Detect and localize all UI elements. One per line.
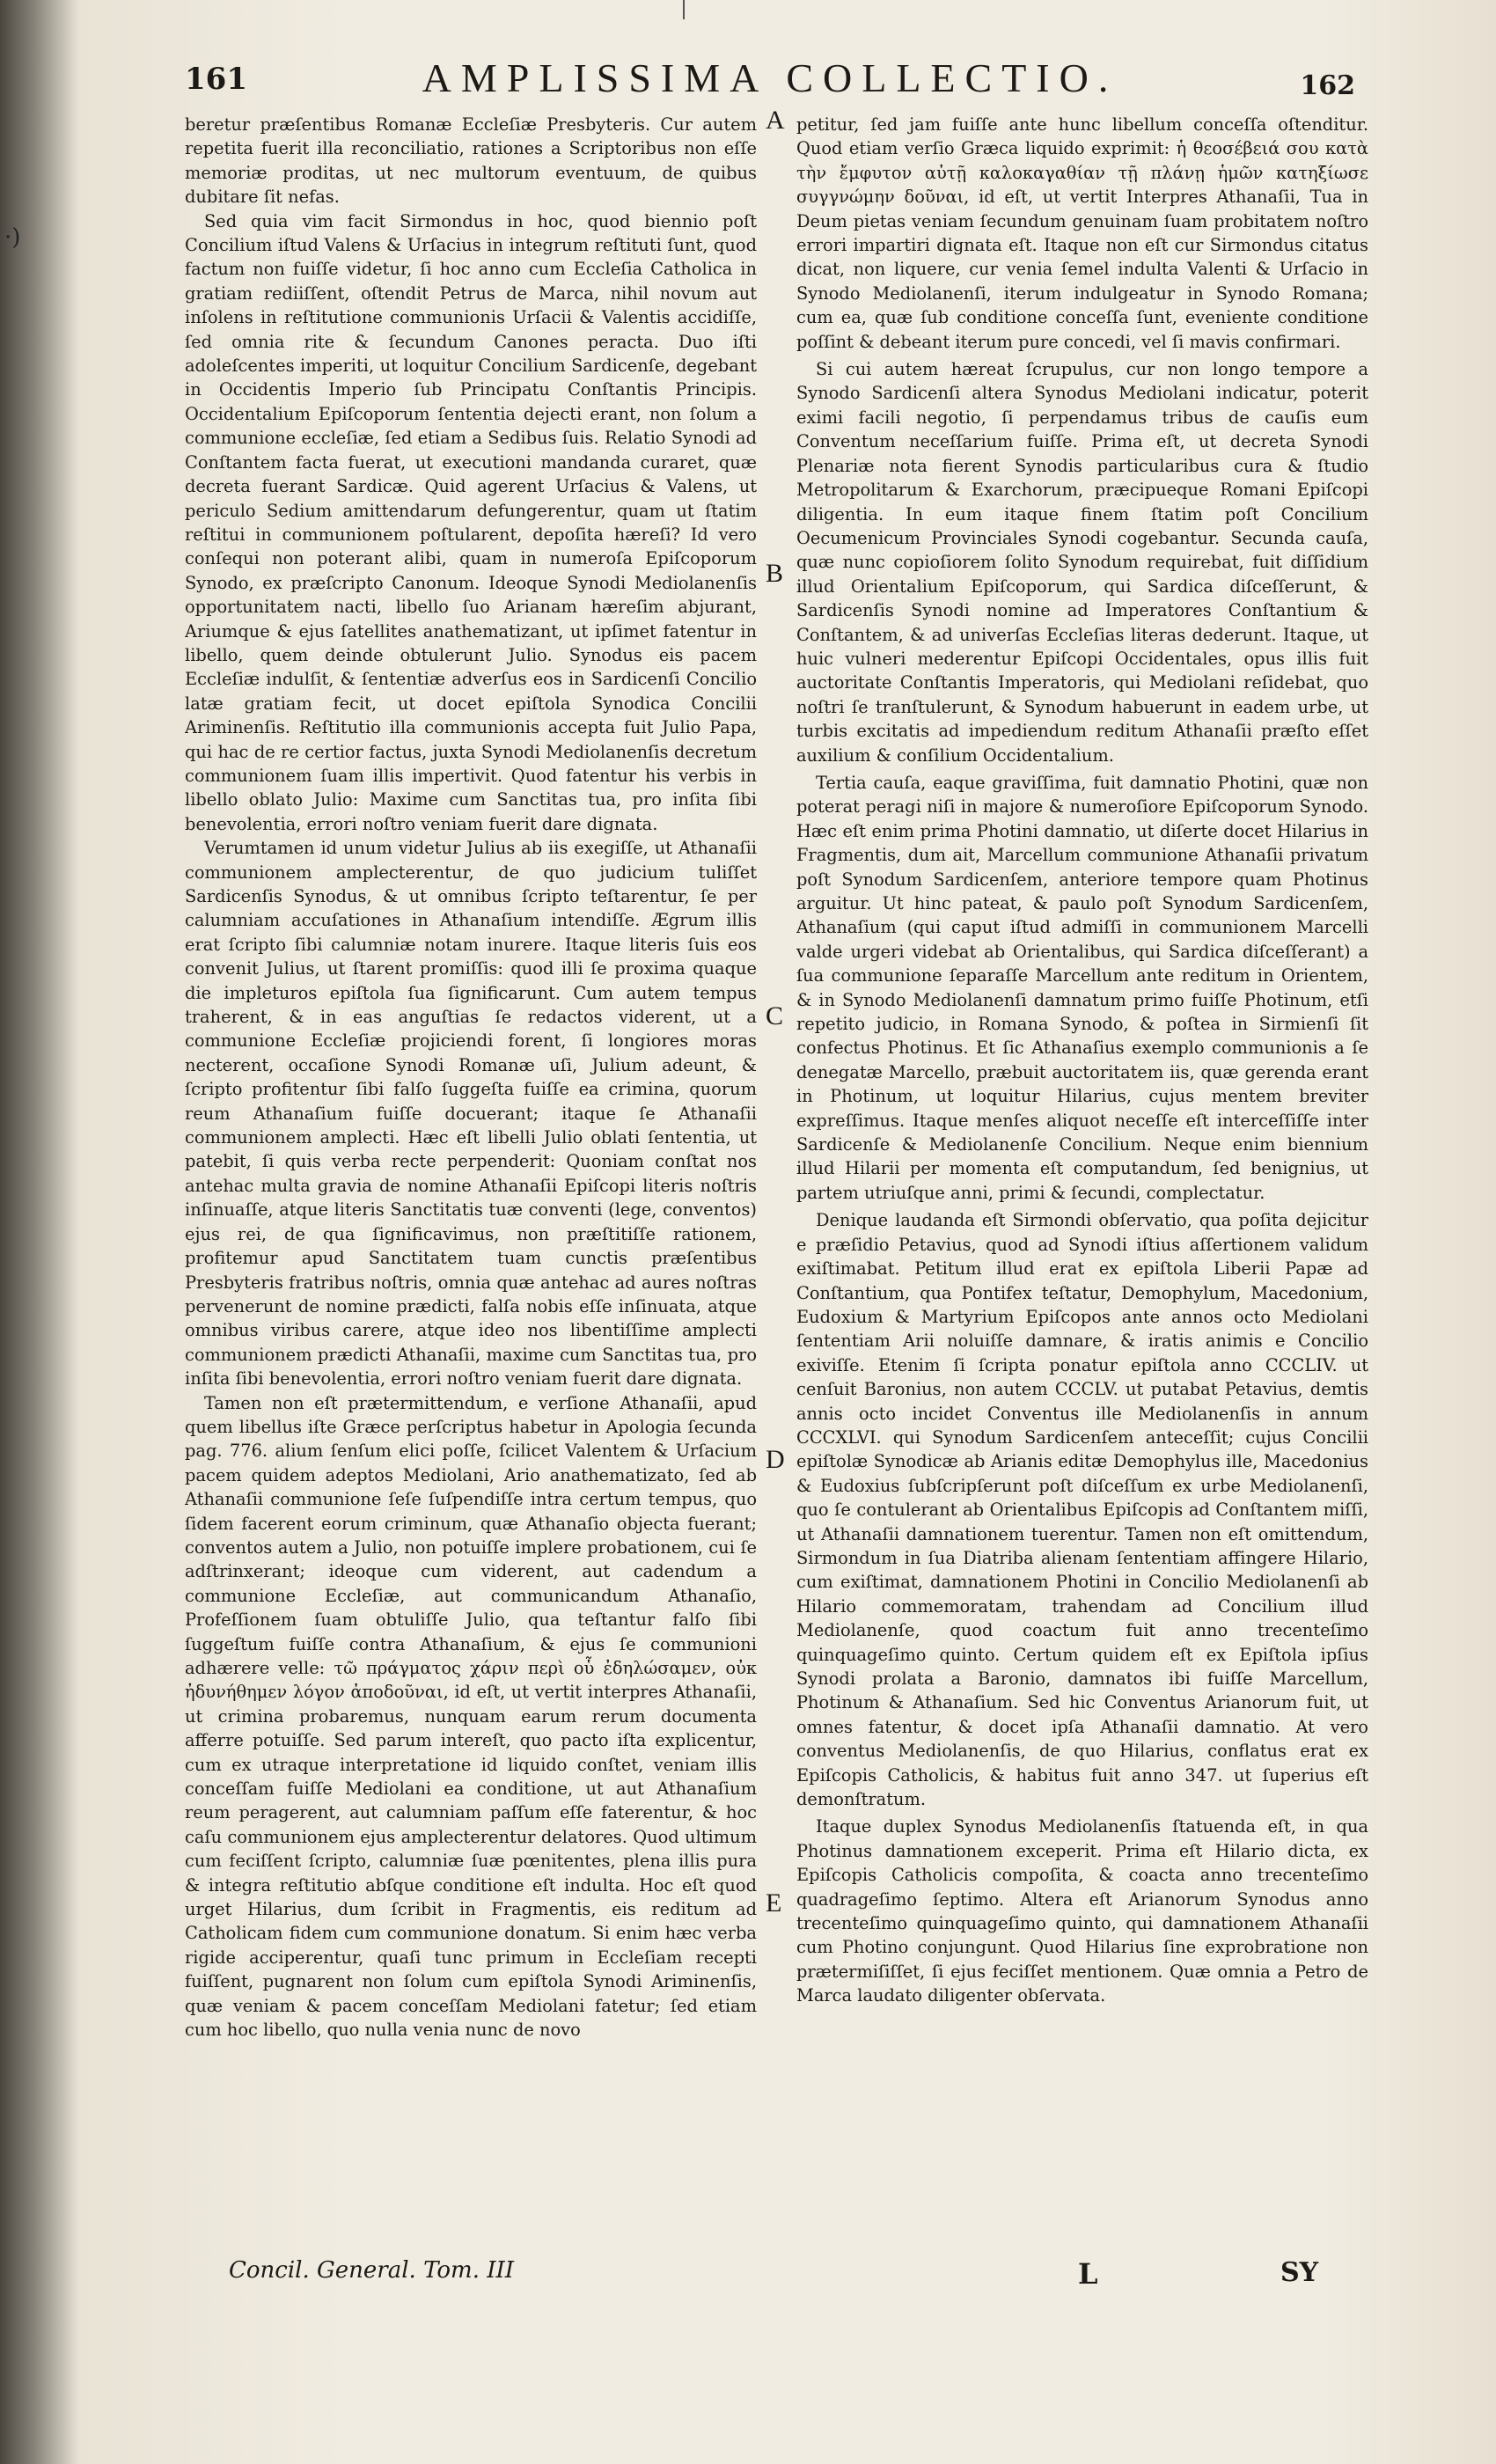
paragraph: Sed quia vim facit Sirmondus in hoc, quod biennio poſt Concilium iſtud Valens & Urſacius in integrum reſtituti ſunt, quod factum non fuiſſe videtur, ſi hoc anno cum Eccleſia Catholica in gratiam rediiſſent, oſtendit Petrus de Marca, nihil novum aut inſolens in reſtitutione communionis Urſacii & Valentis accidiſſe, ſed omnia rite & ſecundum Canones peracta. Duo iſti adoleſcentes imperiti, ut loquitur Concilium Sardicenſe, degebant in Occidentis Imperio ſub Principatu Conſtantis Principis. Occidentalium Epiſcoporum ſententia dejecti erant, non ſolum a communione eccleſiæ, ſed etiam a Sedibus ſuis. Relatio Synodi ad Conſtantem facta fuerat, ut executioni mandanda curaret, quæ decreta fuerant Sardicæ. Quid agerent Urſacius & Valens, ut periculo Sedium amittendarum defungerentur, quam ut ſtatim reſtitui in communionem poſtularent, depoſita hæreſi? Id vero conſequi non poterant alibi, quam in numeroſa Epiſcoporum Synodo, ex præſcripto Canonum. Ideoque Synodi Mediolanenſis opportunitatem nacti, libello ſuo Arianam hæreſim abjurant, Ariumque & ejus ſatellites anathematizant, ut ipſimet fatentur in libello, quem deinde obtulerunt Julio. Synodus eis pacem Eccleſiæ indulſit, & ſententiæ adverſus eos in Sardicenſi Concilio latæ gratiam fecit, ut docet epiſtola Synodica Concilii Ariminenſis. Reſtitutio illa communionis accepta fuit Julio Papa, qui hac de re certior factus, juxta Synodi Mediolanenſis decretum communionem ſuam illis impertivit. Quod fatentur his verbis in libello oblato Julio: Maxime cum Sanctitas tua, pro inſita ſibi benevolentia, errori noſtro veniam fuerit dare dignata. [185,210,757,834]
catchword: SY [1280,2257,1319,2288]
paragraph: beretur præſentibus Romanæ Eccleſiæ Presbyteris. Cur autem repetita fuerit illa reconciliatio, rationes a Scriptoribus non eſſe memoriæ proditas, ut nec multorum eventuum, de quibus dubitare ſit nefas. [185,114,757,208]
paragraph: Itaque duplex Synodus Mediolanenſis ſtatuenda eſt, in qua Photinus damnationem exceperit. Prima eſt Hilario dicta, ex Epiſcopis Catholicis compoſita, & coacta anno trecenteſimo quadrageſimo ſeptimo. Altera eſt Arianorum Synodus anno trecenteſimo quinquageſimo quinto, qui damnationem Athanaſii cum Photino conjungunt. Quod Hilarius ſine exprobratione non prætermiſiſſet, ſi ejus feciſſet mentionem. Quæ omnia a Petro de Marca laudato diligenter obſervata. [796,1816,1368,2006]
section-marker-d: D [766,1445,785,1474]
page-footer [229,2257,1329,2301]
section-marker-b: B [766,559,784,588]
paragraph: Tamen non eſt prætermittendum, e verſione Athanaſii, apud quem libellus iſte Græce perſcriptus habetur in Apologia ſecunda pag. 776. alium ſenſum elici poſſe, ſcilicet Valentem & Urſacium pacem quidem adeptos Mediolani, Ario anathematizato, ſed ab Athanaſii communione ſeſe ſuſpendiſſe intra certum tempus, quo ſidem facerent eorum criminum, quæ Athanaſio objecta fuerant; conventos autem a Julio, non potuiſſe implere probationem, cui ſe adſtrinxerant; ideoque cum viderent, aut cadendum a communione Eccleſiæ, aut communicandum Athanaſio, Profeſſionem ſuam obtuliſſe Julio, qua teſtantur falſo ſibi ſuggeſtum fuiſſe contra Athanaſium, & ejus ſe communioni adhærere velle: τῶ πράγματος χάριν περὶ οὗ ἐδηλώσαμεν, οὐκ ἠδυνήθημεν λόγον ἀποδοῦναι, id eſt, ut vertit interpres Athanaſii, ut crimina probaremus, nunquam earum rerum documenta afferre potuiſſe. Sed parum intereſt, quo pacto iſta explicentur, cum ex utraque interpretatione id liquido conſtet, veniam illis conceſſam fuiſſe Mediolani ea conditione, ut aut Athanaſium reum peragerent, aut calumniam paſſum eſſe faterentur, & hoc caſu communionem ejus amplecterentur delatores. Quod ultimum cum feciſſent ſcripto, calumniæ ſuæ pœnitentes, plena illis pura & integra reſtitutio abſque conditione eſt indulta. Hoc eſt quod urget Hilarius, dum ſcribit in Fragmentis, eis reditum ad Catholicam fidem cum communione donatum. Si enim hæc verba rigide acciperentur, quaſi tunc primum in Eccleſiam recepti fuiſſent, pugnarent non ſolum cum epiſtola Synodi Ariminenſis, quæ veniam & pacem conceſſam Mediolani fatetur; ſed etiam cum hoc libello, quo nulla venia nunc de novo [185,1392,757,2041]
section-marker-e: E [766,1888,782,1918]
paragraph: Denique laudanda eſt Sirmondi obſervatio, qua poſita dejicitur e præſidio Petavius, quod ad Synodi iſtius aſſertionem validum exiſtimabat. Petitum illud erat ex epiſtola Liberii Papæ ad Conſtantium, qua Pontifex teſtatur, Demophylum, Macedonium, Eudoxium & Martyrium Epiſcopos ante annos octo Mediolani ſententiam Arii noluiſſe damnare, & iratis animis e Concilio exiviſſe. Etenim ſi ſcripta ponatur epiſtola anno CCCLIV. ut cenſuit Baronius, non autem CCCLV. ut putabat Petavius, demtis annis octo incidet Conventus ille Mediolanenſis in annum CCCXLVI. qui Synodum Sardicenſem anteceſſit; cujus Concilii epiſtolæ Synodicæ ab Arianis editæ Demophylus ille, Macedonius & Eudoxius ſubſcripſerunt poſt diſceſſum ex urbe Mediolanenſi, quo ſe contulerant ab Orientalibus Epiſcopis ad Conſtantem miſſi, ut Athanaſii damnationem tuerentur. Tamen non eſt omittendum, Sirmondum in ſua Diatriba alienam ſententiam affingere Hilario, cum exiſtimat, damnationem Photini in Concilio Mediolanenſi ab Hilario commemoratam, trahendam ad Concilium illud Mediolanenſe, quod coactum fuit anno trecenteſimo quinquageſimo quinto. Certum quidem eſt ex Epiſtola ipſius Synodi prolata a Baronio, damnatos ibi fuiſſe Marcellum, Photinum & Athanaſium. Sed hic Conventus Arianorum fuit, ut omnes fatentur, & docet ipſa Athanaſii damnatio. At vero conventus Mediolanenſis, de quo Hilarius, conflatus erat ex Epiſcopis Catholicis, & habitus fuit anno 347. ut ſuperius eſt demonſtratum. [796,1210,1368,1810]
page-number-right: 162 [1300,70,1355,101]
volume-signature: Concil. General. Tom. III [229,2257,515,2284]
paragraph: Verumtamen id unum videtur Julius ab iis exegiſſe, ut Athanaſii communionem amplecterentur, de quo judicium tuliſſet Sardicenſis Synodus, & ut omnibus ſcripto teſtarentur, ſe per calumniam accuſationes in Athanaſium intendiſſe. Ægrum illis erat ſcripto ſibi calumniæ notam inurere. Itaque literis ſuis eos convenit Julius, ut ſtarent promiſſis: quod illi ſe proxima quaque die impleturos epiſtola ſua ſignificarunt. Cum autem tempus traherent, & in eas anguſtias ſe redactos viderent, ut a communione Eccleſiæ projiciendi forent, ſi longiores moras necterent, occaſione Synodi Romanæ uſi, Julium adeunt, & ſcripto profitentur ſibi falſo ſuggeſta fuiſſe ea crimina, quorum reum Athanaſium fuiſſe docuerant; itaque ſe Athanaſii communionem amplecti. Hæc eſt libelli Julio oblati ſententia, ut patebit, ſi quis verba recte perpenderit: Quoniam conſtat nos antehac multa gravia de nomine Athanaſii Epiſcopi literis noſtris inſinuaſſe, atque literis Sanctitatis tuæ conventi (lege, conventos) ejus rei, de qua ſignificavimus, non præſtitiſſe rationem, profitemur apud Sanctitatem tuam cunctis præſentibus Presbyteris fratribus noſtris, omnia quæ antehac ad aures noſtras pervenerunt de nomine prædicti, falſa nobis eſſe inſinuata, atque omnibus viribus carere, atque ideo nos libentiſſime amplecti communionem prædicti Athanaſii, maxime cum Sanctitas tua, pro inſita ſibi benevolentia, errori noſtro veniam fuerit dare dignata. [185,838,757,1390]
running-title: AMPLISSIMA COLLECTIO. [422,55,1118,100]
ink-mark [683,0,685,19]
left-column [185,113,757,2242]
margin-mark: ·) [4,224,21,251]
paragraph: Si cui autem hæreat ſcrupulus, cur non longo tempore a Synodo Sardicenſi altera Synodus Mediolani indicatur, poterit eximi facili negotio, ſi perpendamus tribus de cauſis eum Conventum neceſſarium fuiſſe. Prima eſt, ut decreta Synodi Plenariæ nota fierent Synodis particularibus cura & ſtudio Metropolitarum & Exarchorum, præcipueque Romani Epiſcopi diligentia. In eum itaque finem ſtatim poſt Concilium Oecumenicum Provinciales Synodi cogebantur. Secunda cauſa, quæ nunc copioſiorem ſolito Synodum requirebat, fuit diſſidium illud Orientalium Epiſcoporum, qui Sardica diſceſſerunt, & Sardicenſis Synodi nomine ad Imperatores Conſtantium & Conſtantem, & ad univerſas Eccleſias literas dederunt. Itaque, ut huic vulneri mederentur Epiſcopi Occidentales, opus illis fuit auctoritate Conſtantis Imperatoris, qui Mediolani reſidebat, quo noſtri ſe tranſtulerunt, & Synodum habuerunt in eadem urbe, ut turbis excitatis ad impediendum reditum Athanaſii præſto eſſet auxilium & conſilium Occidentalium. [796,359,1368,766]
paragraph: petitur, ſed jam fuiſſe ante hunc libellum conceſſa oſtenditur. Quod etiam verſio Græca liquido exprimit: ἡ θεοσέβειά σου κατὰ τὴν ἔμφυτον αὐτῇ καλοκαγαθίαν τῇ πλάνῃ ἡμῶν κατηξίωσε συγγνώμην δοῦναι, id eſt, ut vertit Interpres Athanaſii, Tua in Deum pietas veniam ſecundum genuinam ſuam probitatem noſtro errori impartiri dignata eſt. Itaque non eſt cur Sirmondus citatus dicat, non liquere, cur venia ſemel indulta Valenti & Urſacio in Synodo Mediolanenſi, iterum indulgeatur in Synodo Romana; cum ea, quæ ſub conditione conceſſa ſunt, eveniente conditione poſſint & debeant iterum pure concedi, vel ſi mavis confirmari. [796,114,1368,352]
page-number-left: 161 [185,62,247,97]
gathering-signature: L [1078,2257,1098,2291]
section-marker-a: A [766,106,785,135]
right-column [796,113,1368,2242]
section-marker-c: C [766,1001,784,1030]
paragraph: Tertia cauſa, eaque graviſſima, fuit damnatio Photini, quæ non poterat peragi niſi in majore & numeroſiore Epiſcoporum Synodo. Hæc eſt enim prima Photini damnatio, ut diſerte docet Hilarius in Fragmentis, dum ait, Marcellum communione Athanaſii privatum poſt Synodum Sardicenſem, anteriore tempore quam Photinus arguitur. Ut hinc pateat, & paulo poſt Synodum Sardicenſem, Athanaſium (qui caput iſtud admiſſi in communionem Marcelli valde urgeri videbat ab Orientalibus, qui Sardica diſceſſerant) a ſua communione ſeparaſſe Marcellum ante reditum in Orientem, & in Synodo Mediolanenſi damnatum primo fuiſſe Photinum, etſi repetito judicio, in Romana Synodo, & poſtea in Sirmienſi ſit confectus Photinus. Et ſic Athanaſius exemplo communionis a ſe denegatæ Marcello, præbuit auctoritatem iis, quæ gerenda erant in Photinum, ut loquitur Hilarius, cujus mentem breviter expreſſimus. Itaque menſes aliquot neceſſe eſt interceſſiſſe inter Sardicenſe & Mediolanenſe Concilium. Neque enim biennium illud Hilarii per momenta eſt computandum, ſed benignius, ut partem utriuſque anni, primi & ſecundi, complectatur. [796,772,1368,1203]
